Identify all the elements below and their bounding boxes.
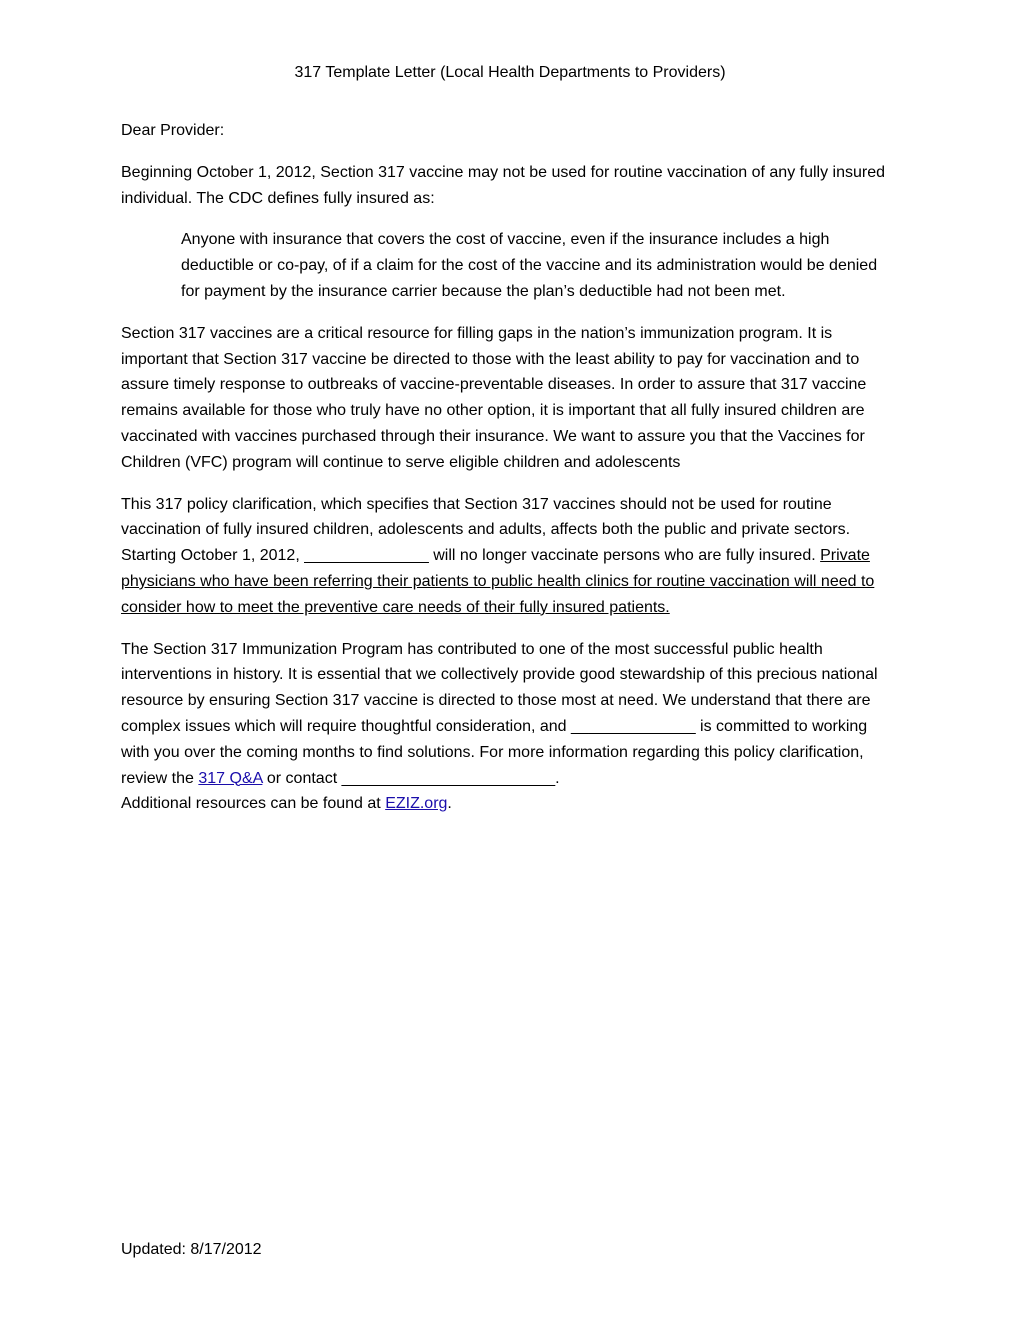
salutation: Dear Provider: xyxy=(121,122,225,139)
resources-text: Additional resources can be found at xyxy=(121,795,381,813)
paragraph-policy xyxy=(121,492,899,621)
period: . xyxy=(447,795,452,813)
letter-body xyxy=(121,118,899,833)
document-title: 317 Template Letter (Local Health Departments to Providers) xyxy=(294,64,726,81)
updated-date: Updated: 8/17/2012 xyxy=(121,1241,262,1258)
paragraph-program xyxy=(121,637,899,818)
paragraph-intro: Beginning October 1, 2012, Section 317 vaccine may not be used for routine vaccination of any fully insured individual. The CDC defines fully insured as: xyxy=(121,163,886,207)
qa-link[interactable]: 317 Q&A xyxy=(198,769,263,787)
policy-text: This 317 policy clarification, which specifies that Section 317 vaccines should not be used for routine vaccination of fully insured children, adolescents and adults, affects both the public and private sectors. Starting October 1, 2012, ______________ will no longer vaccinate persons who are fully insured. xyxy=(121,495,851,565)
contact-text: or contact ________________________. xyxy=(266,769,560,787)
policy-underlined-text: Private physicians who have been referring their patients to public health clinics for routine vaccination will need to consider how to meet the preventive care needs of their fully insured patients. xyxy=(121,547,875,616)
eziz-link[interactable]: EZIZ.org xyxy=(385,795,448,813)
paragraph-importance: Section 317 vaccines are a critical resource for filling gaps in the nation’s immunization program. It is important that Section 317 vaccine be directed to those with the least ability to pay for vaccination and to assure timely response to outbreaks of vaccine-preventable diseases. In order to assure that 317 vaccine remains available for those who truly have no other option, it is important that all fully insured children are vaccinated with vaccines purchased through their insurance. We want to assure you that the Vaccines for Children (VFC) program will continue to serve eligible children and adolescents xyxy=(121,324,867,471)
program-text: The Section 317 Immunization Program has contributed to one of the most successful public health interventions in history. It is essential that we collectively provide good stewardship of this precious national resource by ensuring Section 317 vaccine is directed to those most at need. We understand that there are complex issues which will require thoughtful consideration, and ______________ is committed to working with you over the coming months to find solutions. For more information regarding this policy clarification, review the xyxy=(121,640,878,787)
definition-quote: Anyone with insurance that covers the cost of vaccine, even if the insurance includes a high deductible or co-pay, of if a claim for the cost of the vaccine and its administration would be denied for payment by the insurance carrier because the plan’s deductible had not been met. xyxy=(181,231,878,300)
